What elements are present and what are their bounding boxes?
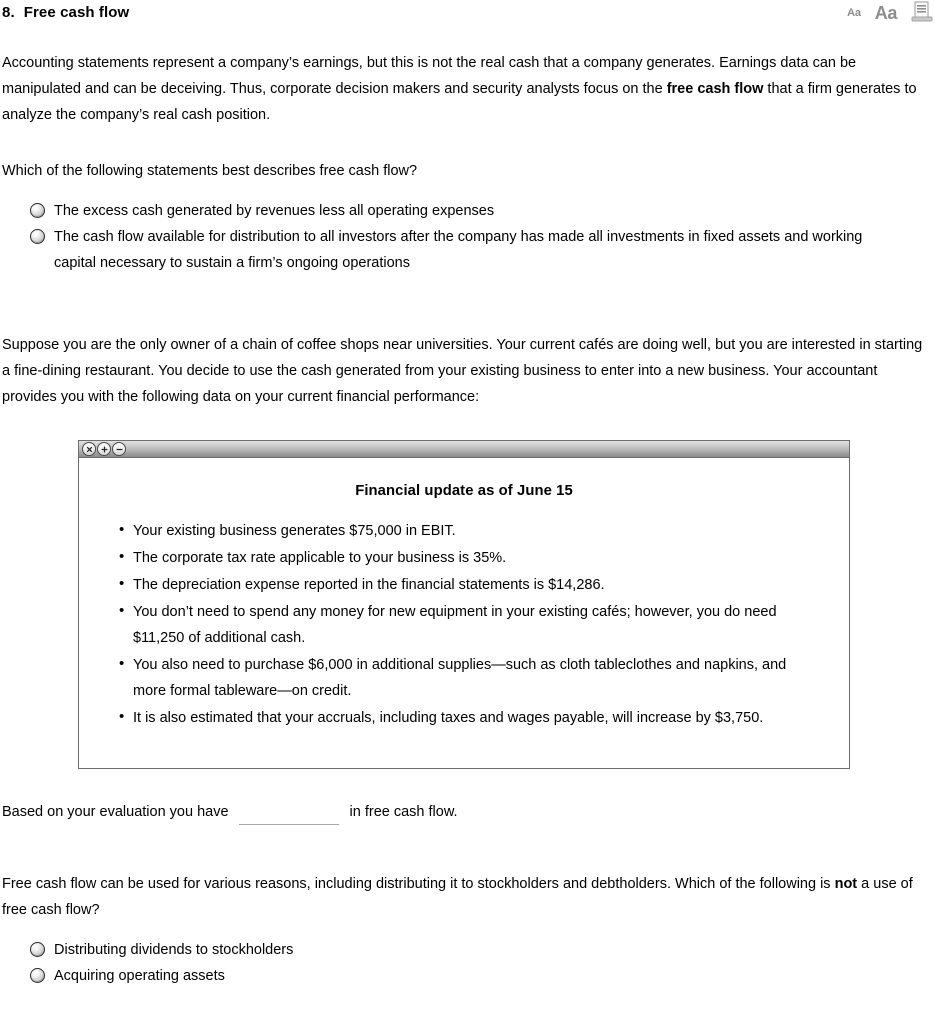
spacer (0, 128, 935, 158)
option-label: Acquiring operating assets (54, 968, 225, 984)
spacer (0, 923, 935, 937)
intro-paragraph (0, 50, 935, 128)
option-label: Distributing dividends to stockholders (54, 942, 294, 958)
question2-text-part2: a use of free cash flow? (2, 876, 913, 918)
radio-button-icon[interactable] (30, 942, 45, 957)
evaluation-prefix: Based on your evaluation you have (2, 804, 229, 820)
question1-prompt: Which of the following statements best describes free cash flow? (2, 163, 418, 179)
radio-button-icon[interactable] (30, 203, 45, 218)
spacer (0, 28, 935, 50)
question2-option-1[interactable] (2, 937, 935, 963)
panel-heading: Financial update as of June 15 (355, 483, 573, 499)
list-item: • It is also estimated that your accruals, including taxes and wages payable, will increase by $3,750. (97, 705, 831, 731)
question2-options (0, 937, 935, 989)
list-item: • The depreciation expense reported in the financial statements is $14,286. (97, 572, 831, 598)
minimize-button[interactable] (112, 442, 126, 456)
list-item: • You don’t need to spend any money for new equipment in your existing cafés; however, you do need $11,250 of additional cash. (97, 599, 831, 651)
free-cash-flow-input[interactable] (239, 805, 339, 825)
close-button[interactable] (82, 442, 96, 456)
financial-update-window (78, 440, 850, 769)
intro-bold-term: free cash flow (666, 81, 764, 97)
question2-option-2[interactable] (2, 963, 935, 989)
window-body (79, 458, 849, 768)
maximize-button[interactable] (97, 442, 111, 456)
list-item: • The corporate tax rate applicable to your business is 35%. (97, 545, 831, 571)
page-header (0, 0, 935, 28)
option-label: The excess cash generated by revenues less all operating expenses (54, 203, 495, 219)
evaluation-row (0, 799, 935, 825)
spacer (0, 825, 935, 871)
question1-options (0, 198, 935, 276)
option-label: The cash flow available for distribution to all investors after the company has made all investments in fixed assets and working capital necessary to sustain a firm’s ongoing operations (54, 229, 863, 271)
question2-prompt (0, 871, 935, 923)
print-icon[interactable] (911, 1, 933, 22)
question-number: 8. (2, 4, 15, 21)
scenario-paragraph: Suppose you are the only owner of a chain of coffee shops near universities. Your current cafés are doing well, but you are interested in starting a fine-dining restaurant. You decide to use the cash generated from your existing business to enter into a new business. Your accountant provides you with the following data on your current financial performance: (2, 337, 923, 405)
spacer (0, 276, 935, 332)
radio-button-icon[interactable] (30, 229, 45, 244)
spacer (0, 184, 935, 198)
intro-text-part1: Accounting statements represent a company’s earnings, but this is not the real cash that a company generates. Earnings data can be manipulated and can be deceiving. Thus, corporate decision makers and security analysts focus on the (2, 55, 857, 97)
evaluation-suffix: in free cash flow. (349, 804, 458, 820)
radio-button-icon[interactable] (30, 968, 45, 983)
page-title (2, 0, 129, 26)
financial-facts-list (97, 518, 831, 731)
panel-wrapper (0, 440, 935, 769)
increase-font-size-button[interactable]: Aa (874, 3, 897, 23)
toolbar (847, 0, 933, 22)
list-item: • Your existing business generates $75,000 in EBIT. (97, 518, 831, 544)
spacer (0, 410, 935, 440)
question1-option-1[interactable] (2, 198, 935, 224)
decrease-font-size-button[interactable]: Aa (847, 7, 861, 19)
spacer (0, 769, 935, 799)
question2-bold-word: not (834, 876, 858, 892)
intro-text-part2: that a firm generates to analyze the company’s real cash position. (2, 81, 917, 123)
question1-option-2[interactable] (2, 224, 935, 276)
question-title-text: Free cash flow (23, 4, 130, 21)
list-item: • You also need to purchase $6,000 in additional supplies—such as cloth tableclothes and napkins, and more formal tableware—on credit. (97, 652, 831, 704)
window-titlebar[interactable] (79, 441, 849, 458)
question2-text-part1: Free cash flow can be used for various reasons, including distributing it to stockholders and debtholders. Which of the following is (2, 876, 835, 892)
